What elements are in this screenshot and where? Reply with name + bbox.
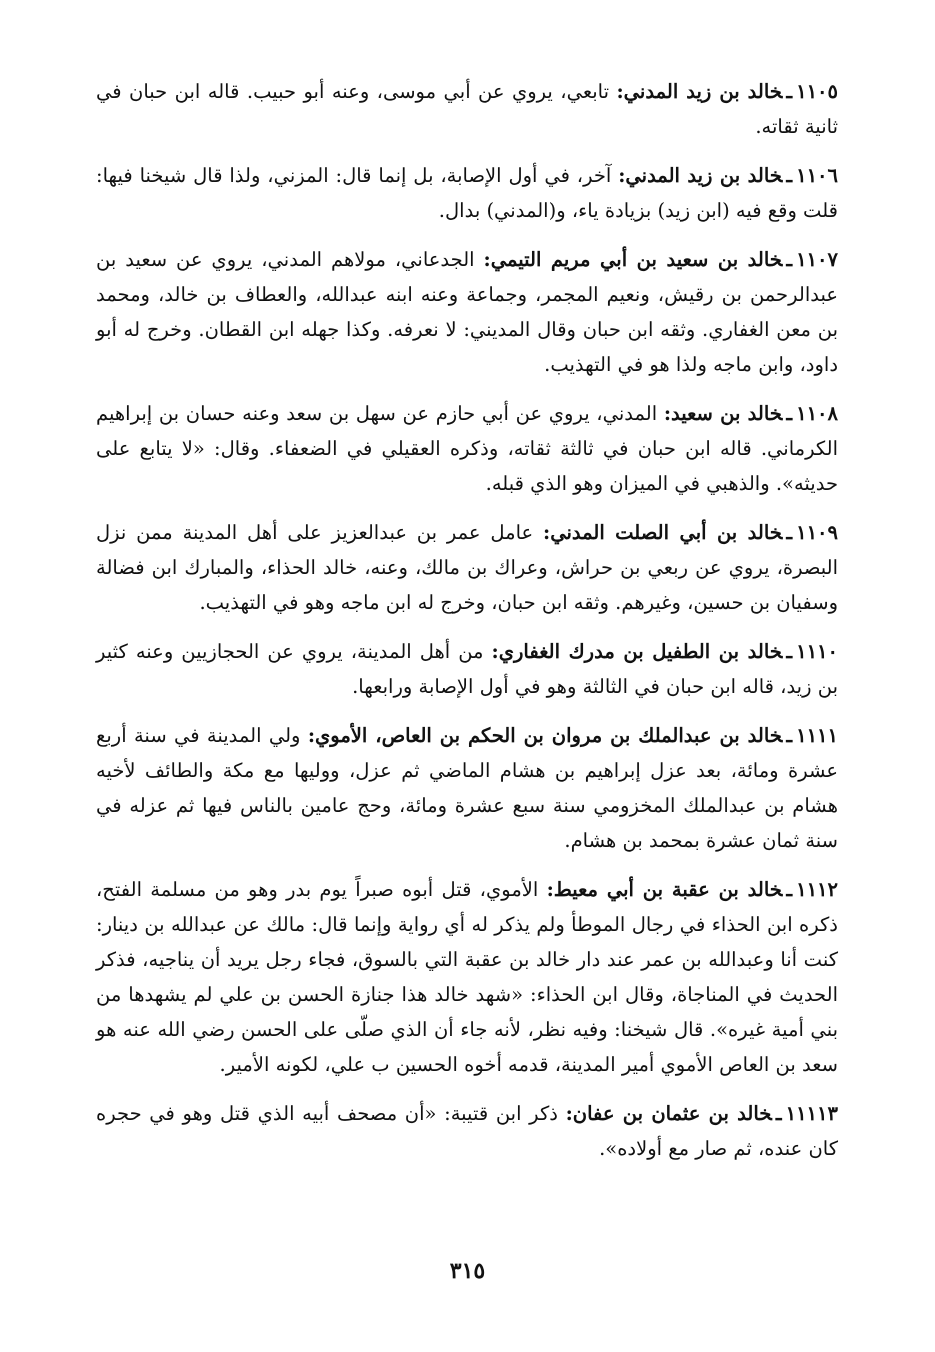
- entry-dash: ـ: [786, 640, 793, 663]
- entry-name: خالد بن عبدالملك بن مروان بن الحكم بن العاص، الأموي:: [307, 724, 783, 747]
- entry-number: ١١٠٦: [796, 164, 839, 187]
- entry-text: ولي المدينة في سنة أربع عشرة ومائة، بعد عزل إبراهيم بن هشام الماضي ثم عزل، ووليها مع مكة والطائف لأخيه هشام بن عبدالملك المخزومي سنة سبع عشرة ومائة، وحج عامين بالناس فيها ثم عزله في سنة ثمان عشرة بمحمد بن هشام.: [96, 724, 838, 852]
- entry-number: ١١٠٨: [796, 402, 838, 425]
- entry-dash: ـ: [775, 1102, 782, 1125]
- entry-name: خالد بن أبي الصلت المدني:: [543, 521, 783, 544]
- entry-name: خالد بن سعيد بن أبي مريم التيمي:: [483, 248, 783, 271]
- entry-number: ١١١٠: [796, 640, 838, 663]
- entry-1108: [96, 396, 838, 501]
- entry-name: خالد بن سعيد:: [663, 402, 783, 425]
- entry-name: خالد بن عقبة بن أبي معيط:: [546, 878, 783, 901]
- entry-number: ١١١١: [796, 724, 838, 747]
- entry-number: ١١٠٥: [796, 80, 839, 103]
- entry-text: ذكر ابن قتيبة: «أن مصحف أبيه الذي قتل وهو في حجره كان عنده، ثم صار مع أولاده».: [96, 1102, 838, 1160]
- entry-dash: ـ: [786, 724, 793, 747]
- entry-text: آخر، في أول الإصابة، بل إنما قال: المزني، ولذا قال شيخنا فيها: قلت وقع فيه (ابن زيد) بزيادة ياء، و(المدني) بدال.: [96, 164, 838, 222]
- entry-dash: ـ: [786, 164, 793, 187]
- entry-dash: ـ: [786, 80, 793, 103]
- entry-dash: ـ: [786, 521, 793, 544]
- entry-number: ١١١١٣: [785, 1102, 838, 1125]
- entry-name: خالد بن زيد المدني:: [616, 80, 783, 103]
- entry-1105: [96, 74, 838, 144]
- entry-name: خالد بن الطفيل بن مدرك الغفاري:: [491, 640, 783, 663]
- page-number: ٣١٥: [449, 1258, 486, 1284]
- entry-1106: [96, 158, 838, 228]
- entry-1109: [96, 515, 838, 620]
- entry-name: خالد بن زيد المدني:: [618, 164, 783, 187]
- entry-1113: [96, 1096, 838, 1166]
- entry-dash: ـ: [786, 248, 793, 271]
- entry-dash: ـ: [786, 402, 793, 425]
- entry-text: المدني، يروي عن أبي حازم عن سهل بن سعد وعنه حسان بن إبراهيم الكرماني. قاله ابن حبان في ثالثة ثقاته، وذكره العقيلي في الضعفاء. وقال: «لا يتابع على حديثه». والذهبي في الميزان وهو الذي قبله.: [96, 402, 838, 495]
- entry-text: الجدعاني، مولاهم المدني، يروي عن سعيد بن عبدالرحمن بن رقيش، ونعيم المجمر، وجماعة وعنه ابنه عبدالله، والعطاف بن خالد، ومحمد بن معن الغفاري. وثقه ابن حبان وقال المديني: لا نعرفه. وكذا جهله ابن القطان. وخرج له أبو داود، وابن ماجه ولذا هو في التهذيب.: [96, 248, 838, 376]
- entry-name: خالد بن عثمان بن عفان:: [565, 1102, 772, 1125]
- entry-text: عامل عمر بن عبدالعزيز على أهل المدينة ممن نزل البصرة، يروي عن ربعي بن حراش، وعراك بن مالك، وعنه، خالد الحذاء، والمبارك ابن فضالة وسفيان بن حسين، وغيرهم. وثقه ابن حبان، وخرج له ابن ماجه وهو في التهذيب.: [96, 521, 838, 614]
- entry-1107: [96, 242, 838, 382]
- entry-dash: ـ: [786, 878, 793, 901]
- entry-text: من أهل المدينة، يروي عن الحجازيين وعنه كثير بن زيد، قاله ابن حبان في الثالثة وهو في أول الإصابة ورابعها.: [96, 640, 838, 698]
- page-body: [96, 74, 838, 1180]
- entry-number: ١١١٢: [796, 878, 839, 901]
- entry-text: تابعي، يروي عن أبي موسى، وعنه أبو حبيب. قاله ابن حبان في ثانية ثقاته.: [96, 80, 838, 138]
- entry-number: ١١٠٧: [796, 248, 838, 271]
- entry-1112: [96, 872, 838, 1082]
- entry-number: ١١٠٩: [796, 521, 838, 544]
- entry-1111: [96, 718, 838, 858]
- entry-text: الأموي، قتل أبوه صبراً يوم بدر وهو من مسلمة الفتح، ذكره ابن الحذاء في رجال الموطأ ولم يذكر له أي رواية وإنما قال: مالك عن عبدالله بن دينار: كنت أنا وعبدالله بن عمر عند دار خالد بن عقبة التي بالسوق، فجاء رجل يريد أن يناجيه، فذكر الحديث في المناجاة، وقال ابن الحذاء: «شهد خالد هذا جنازة الحسن بن علي لم يشهدها من بني أمية غيره». قال شيخنا: وفيه نظر، لأنه جاء أن الذي صلّى على الحسن رضي الله عنه هو سعد بن العاص الأموي أمير المدينة، قدمه أخوه الحسين ب علي، لكونه الأمير.: [96, 878, 838, 1076]
- entry-1110: [96, 634, 838, 704]
